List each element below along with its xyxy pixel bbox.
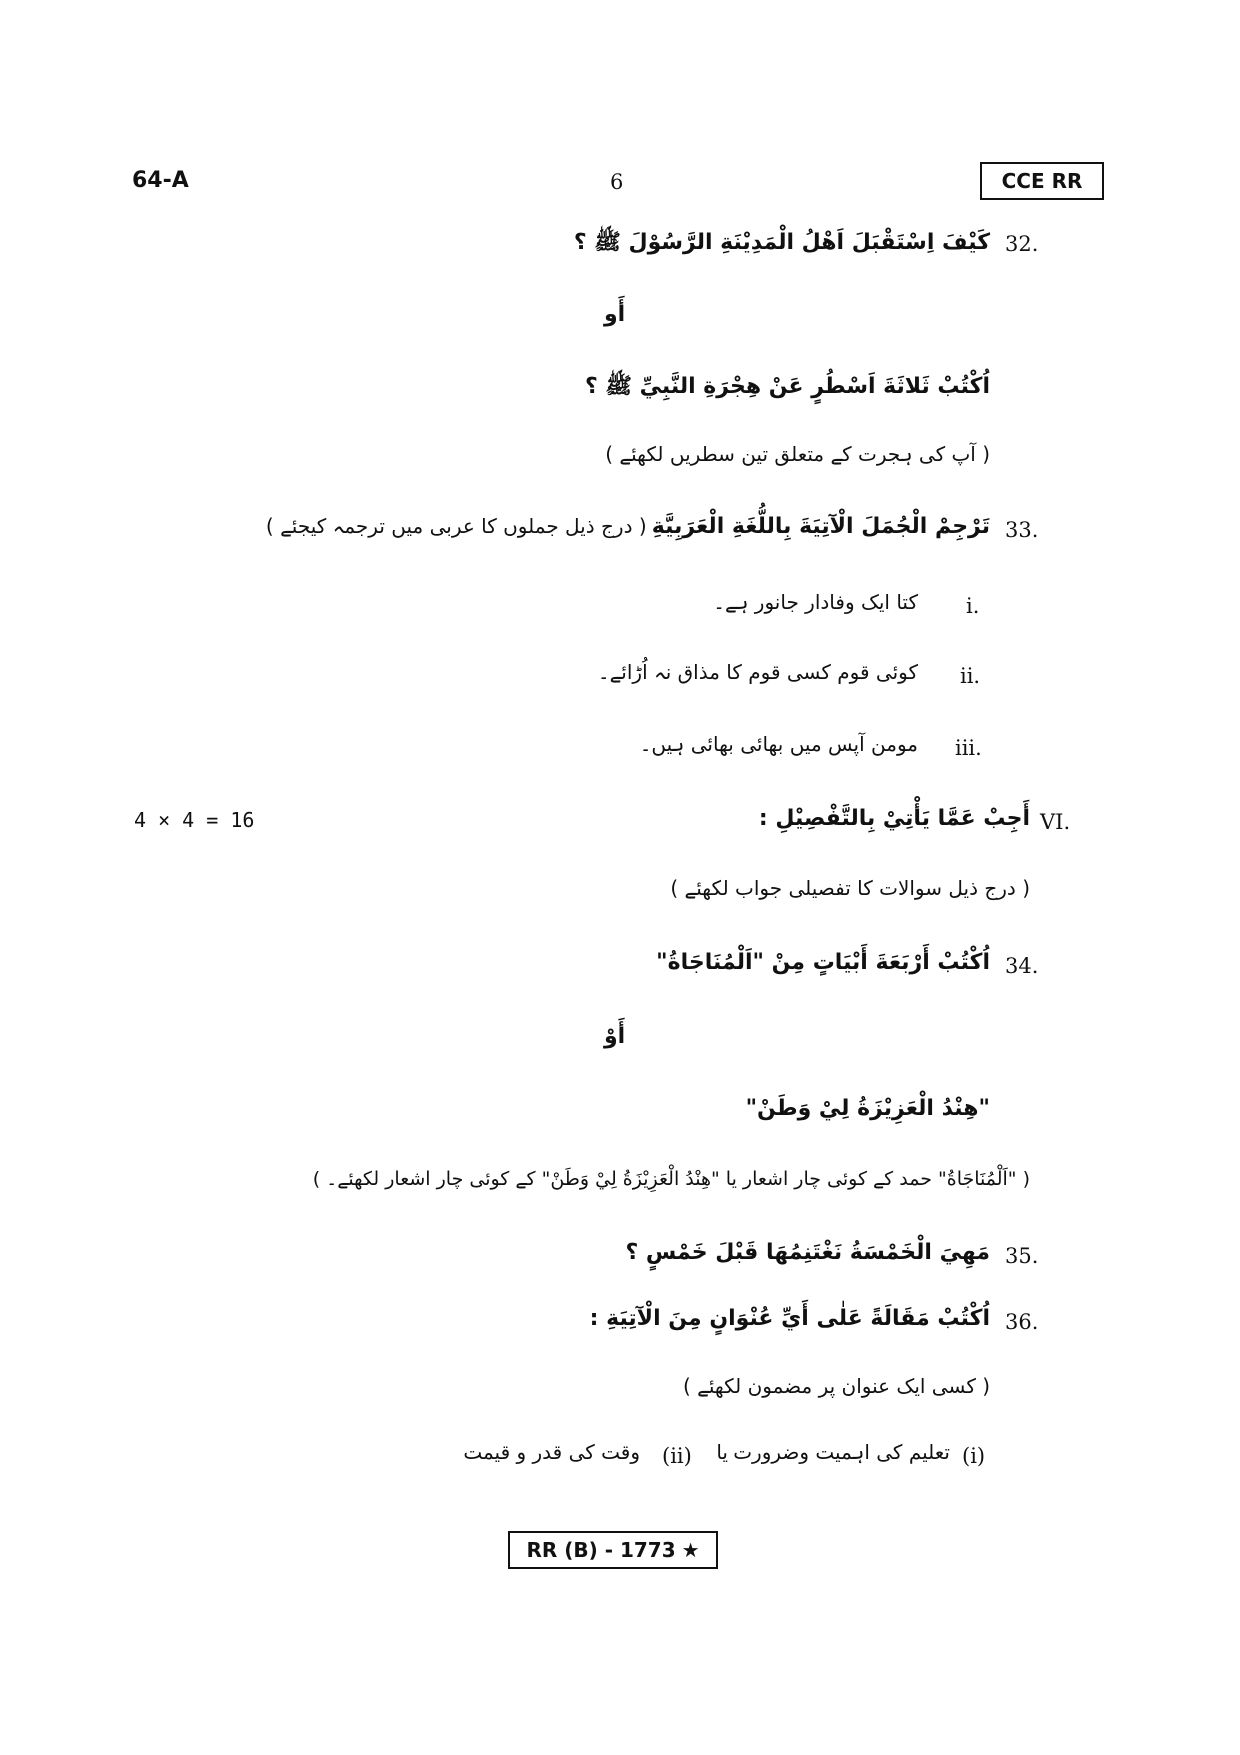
paper-code: 64-A bbox=[132, 168, 189, 193]
q33-item-text: کتا ایک وفادار جانور ہے۔ bbox=[713, 590, 918, 614]
q36-option-text: وقت کی قدر و قیمت bbox=[463, 1440, 640, 1464]
q33-number: 33. bbox=[1005, 518, 1039, 542]
q33-urdu-note: ( درج ذیل جملوں کا عربی میں ترجمہ کیجئے ) bbox=[265, 514, 647, 538]
q35-number: 35. bbox=[1005, 1244, 1039, 1268]
q33-instruction: تَرْجِمْ الْجُمَلَ الْآتِيَةَ بِاللُّغَةِ الْعَرَبِيَّةِ bbox=[651, 514, 990, 539]
q33-item-label: iii. bbox=[955, 736, 982, 760]
q34-or: أَوْ bbox=[604, 1024, 626, 1049]
exam-code-label: CCE RR bbox=[1001, 169, 1083, 193]
page-number: 6 bbox=[610, 170, 624, 194]
q36-connector: یا bbox=[716, 1440, 728, 1464]
section-urdu-note: ( درج ذیل سوالات کا تفصیلی جواب لکھئے ) bbox=[670, 876, 1030, 900]
footer-code-box bbox=[508, 1531, 718, 1569]
q36-urdu-note: ( کسی ایک عنوان پر مضمون لکھئے ) bbox=[682, 1374, 990, 1398]
q32-question: كَيْفَ اِسْتَقْبَلَ اَهْلُ الْمَدِيْنَةِ الرَّسُوْلَ ﷺ ؟ bbox=[573, 230, 990, 255]
q34-alt-question: "هِنْدُ الْعَزِيْزَةُ لِيْ وَطَنْ" bbox=[745, 1096, 990, 1121]
section-heading: أَجِبْ عَمَّا يَأْتِيْ بِالتَّفْصِيْلِ : bbox=[758, 806, 1030, 831]
exam-code-box bbox=[980, 162, 1104, 200]
q33-item-text: کوئی قوم کسی قوم کا مذاق نہ اُڑائے۔ bbox=[597, 660, 918, 684]
q36-option-label: (ii) bbox=[662, 1444, 692, 1468]
q36-option-label: (i) bbox=[962, 1444, 986, 1468]
q34-urdu-note: ( "اَلْمُنَاجَاةُ" حمد کے کوئی چار اشعار یا "هِنْدُ الْعَزِيْزَةُ لِيْ وَطَنْ" کے کوئی چار اشعار لکھئے۔ ) bbox=[312, 1168, 1030, 1190]
star-icon: ★ bbox=[681, 1538, 700, 1562]
q35-question: مَهِيَ الْخَمْسَةُ نَغْتَنِمُهَا قَبْلَ خَمْسٍ ؟ bbox=[625, 1240, 990, 1265]
q33-item-label: i. bbox=[966, 594, 980, 618]
q33-item-text: مومن آپس میں بھائی بھائی ہیں۔ bbox=[639, 732, 918, 756]
section-marks: 4 × 4 = 16 bbox=[134, 808, 255, 832]
q32-urdu-note: ( آپ کی ہجرت کے متعلق تین سطریں لکھئے ) bbox=[605, 442, 990, 466]
section-number: VI. bbox=[1040, 810, 1071, 834]
q33-instruction-line bbox=[266, 514, 990, 539]
q36-option-text: تعلیم کی اہمیت وضرورت bbox=[733, 1440, 950, 1464]
q36-number: 36. bbox=[1005, 1310, 1039, 1334]
q33-item-label: ii. bbox=[960, 664, 981, 688]
q32-number: 32. bbox=[1005, 232, 1039, 256]
q36-question: اُكْتُبْ مَقَالَةً عَلٰى أَيِّ عُنْوَانٍ مِنَ الْآتِيَةِ : bbox=[589, 1306, 990, 1331]
q32-alt-question: اُكْتُبْ ثَلاثَةَ اَسْطُرٍ عَنْ هِجْرَةِ النَّبِيِّ ﷺ ؟ bbox=[584, 374, 990, 399]
q34-number: 34. bbox=[1005, 954, 1039, 978]
q34-question: اُكْتُبْ أَرْبَعَةَ أَبْيَاتٍ مِنْ "اَلْمُنَاجَاةُ" bbox=[656, 950, 990, 975]
footer-code: RR (B) - 1773 bbox=[526, 1538, 676, 1562]
q32-or: أَو bbox=[604, 302, 626, 327]
